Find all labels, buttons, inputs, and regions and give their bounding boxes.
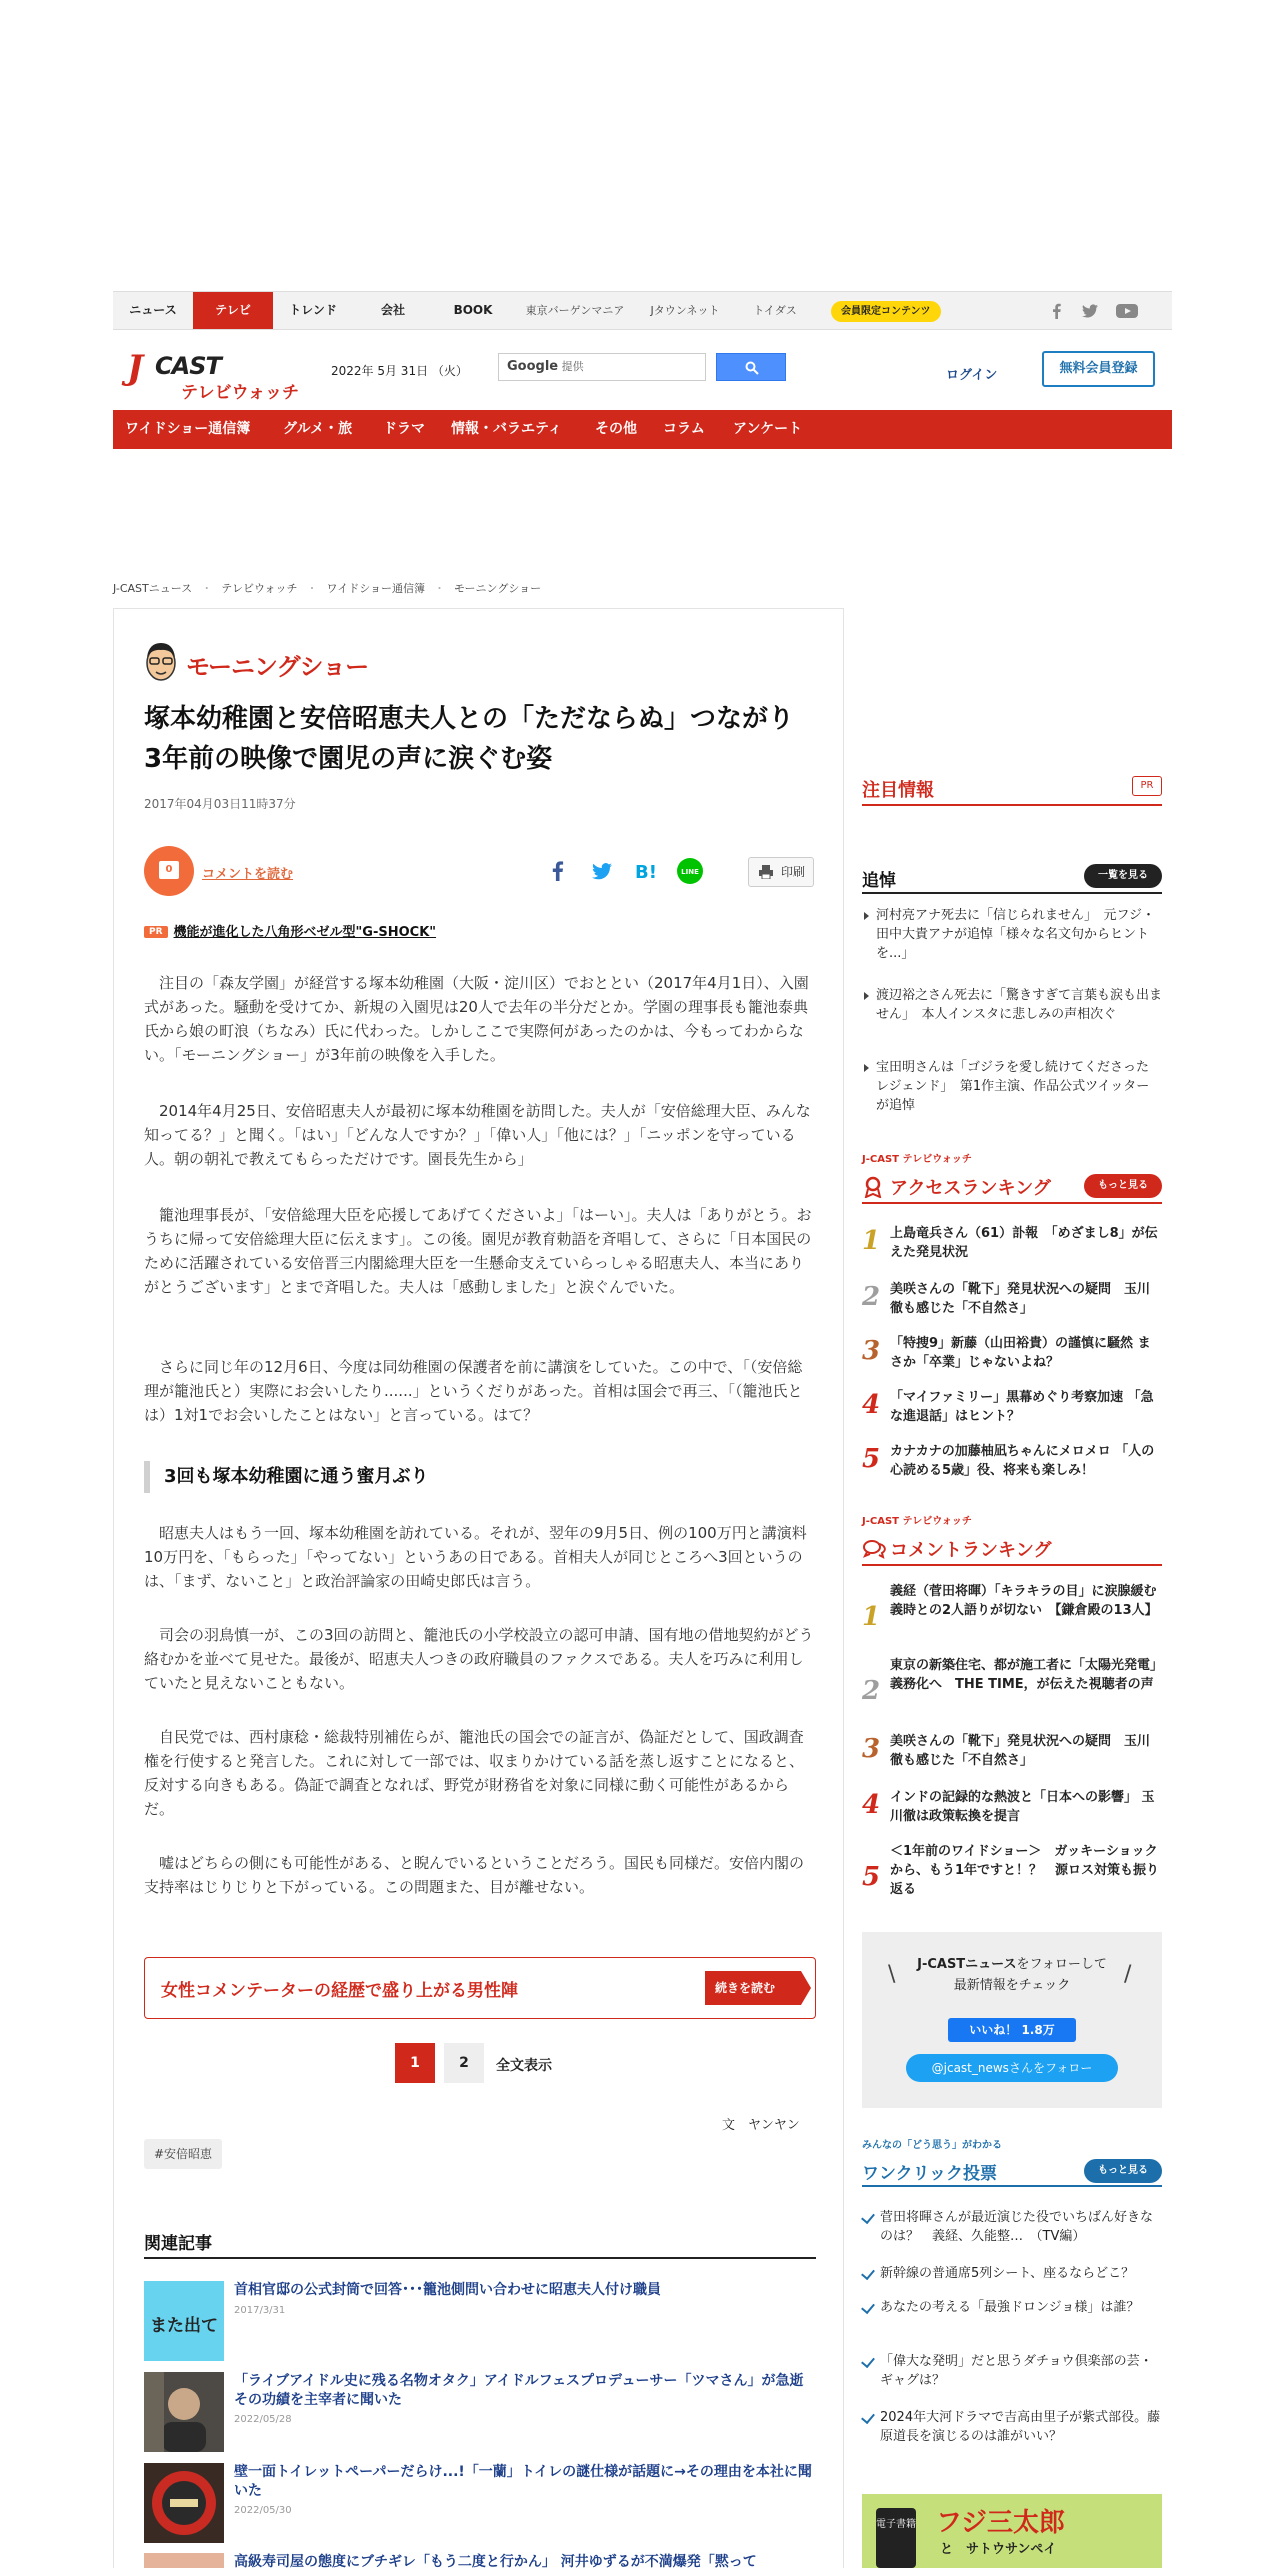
twitter-icon[interactable]: [588, 857, 616, 885]
rank-title: 上島竜兵さん（61）訃報 「めざまし8」が伝えた発見状況: [890, 1226, 1158, 1260]
search-button[interactable]: [716, 353, 786, 381]
comment-rank-item[interactable]: [862, 1732, 1162, 1788]
poll-item[interactable]: あなたの考える「最強ドロンジョ様」は誰？: [862, 2298, 1162, 2317]
rank-title: 義経（菅田将暉）「キラキラの目」に涙腺緩む 義時との2人語りが切ない 【鎌倉殿の13人】: [890, 1584, 1170, 1618]
host-face-icon: [144, 639, 178, 683]
section-kicker: J-CAST テレビウォッチ: [862, 1154, 972, 1165]
current-date: 2022年 5月 31日 （火）: [331, 364, 468, 378]
article-author: 文 ヤンヤン: [722, 2118, 800, 2133]
read-comments-link[interactable]: コメントを読む: [202, 867, 294, 882]
access-ranking-heading: [862, 1168, 1162, 1204]
print-button[interactable]: [748, 857, 814, 887]
article: [113, 608, 844, 2568]
follow-text-1: をフォローして: [1016, 1957, 1107, 1972]
poll-heading-label: ワンクリック投票: [862, 2164, 997, 2184]
poll-item[interactable]: 「偉大な発明」だと思うダチョウ倶楽部の芸・ギャグは？: [862, 2352, 1162, 2390]
article-paragraph: 注目の「森友学園」が経営する塚本幼稚園（大阪・淀川区）でおととい（2017年4月1日）、入園式があった。騒動を受けてか、新規の入園児は20人で去年の半分だとか。学園の理事長も籠池泰典氏から娘の町浪（ちなみ）氏に代わった。しかしここで実際何があったのかは、今もってわからない。「モーニングショー」が3年前の映像を入手した。: [144, 974, 809, 1064]
section-kicker: J-CAST テレビウォッチ: [862, 1516, 972, 1527]
read-more-button[interactable]: 続きを読む: [705, 1971, 801, 2005]
tsuitou-item[interactable]: 河村亮アナ死去に「信じられません」 元フジ・田中大貴アナが追悼「様々な名文句からヒントを...」: [862, 906, 1162, 963]
poll-more-button[interactable]: もっと見る: [1084, 2159, 1162, 2183]
breadcrumb: J-CASTニュース ・ テレビウォッチ ・ ワイドショー通信簿 ・ モーニングショー: [113, 582, 542, 595]
related-title: 高級寿司屋の態度にブチギレ「もう二度と行かん」 河井ゆずるが不満爆発「黙って: [234, 2554, 757, 2568]
related-thumbnail: [144, 2553, 224, 2568]
article-paragraph: 嘘はどちらの側にも可能性がある、と睨んでいるということだろう。国民も同様だ。安倍内閣の支持率はじりじりと下がっている。この問題また、目が離せない。: [144, 1854, 805, 1896]
rank-title: カナカナの加藤柚凪ちゃんにメロメロ 「人の心読める5歳」役、将来も楽しみ！: [890, 1444, 1155, 1478]
book-banner[interactable]: [862, 2494, 1162, 2568]
tsuitou-section-heading: [862, 858, 1162, 894]
related-thumbnail: [144, 2463, 224, 2543]
related-title: 首相官邸の公式封筒で回答･･･籠池側問い合わせに昭恵夫人付け職員: [234, 2282, 661, 2298]
poll-item[interactable]: 新幹線の普通席5列シート、座るならどこ？: [862, 2264, 1162, 2283]
related-date: 2017/3/31: [234, 2305, 286, 2316]
show-name: モーニングショー: [186, 653, 369, 681]
access-heading-label: アクセスランキング: [890, 1178, 1051, 1199]
poll-heading: [862, 2153, 1162, 2187]
rank-title: インドの記録的な熱波と「日本への影響」 玉川徹は政策転換を提言: [890, 1790, 1155, 1824]
rank-number: 1: [862, 1602, 881, 1632]
comment-heading-label: コメントランキング: [890, 1540, 1052, 1561]
article-paragraph: 2014年4月25日、安倍昭恵夫人が最初に塚本幼稚園を訪問した。夫人が「安倍総理大臣、みんな知ってる？」と聞く。「はい」「どんな人ですか？」「偉い人」「他には？」「ニッポンを守っている人。朝の朝礼で教えてもらっただけです。園長先生から」: [144, 1102, 811, 1168]
article-paragraph: 自民党では、西村康稔・総裁特別補佐らが、籠池氏の国会での証言が、偽証だとして、国政調査権を行使すると発言した。これに対して一部では、収まりかけている話を蒸し返すことになると、反対する向きもある。偽証で調査となれば、野党が財務省を対象に同様に動く可能性があるからだ。: [144, 1728, 805, 1818]
article-paragraph: さらに同じ年の12月6日、今度は同幼稚園の保護者を前に講演をしていた。この中で、「（安倍総理が籠池氏と）実際にお会いしたり......」というくだりがあった。首相は国会で再三、「（籠池氏とは）1対1でお会いしたことはない」と言っている。はて？: [144, 1358, 803, 1424]
related-thumbnail: [144, 2372, 224, 2452]
logo-j: J: [127, 348, 144, 388]
rednav-item-wideshow[interactable]: ワイドショー通信簿: [125, 421, 251, 437]
line-icon[interactable]: [676, 857, 704, 885]
ranking-medal-icon: [862, 1176, 884, 1198]
poll-kicker: みんなの「どう思う」がわかる: [862, 2140, 1002, 2151]
follow-text: [862, 1954, 1162, 1996]
topnav-item-trend[interactable]: トレンド: [289, 303, 337, 317]
comment-rank-item[interactable]: [862, 1788, 1162, 1844]
tsuitou-item[interactable]: 宝田明さんは「ゴジラを愛し続けてくださったレジェンド」 第1作主演、作品公式ツイッターが追悼: [862, 1058, 1162, 1115]
related-article[interactable]: [144, 2281, 816, 2363]
topnav-item-book[interactable]: BOOK: [453, 303, 493, 317]
comment-count-icon[interactable]: [144, 846, 194, 896]
breadcrumb-item[interactable]: モーニングショー: [453, 582, 542, 595]
signup-button[interactable]: 無料会員登録: [1042, 351, 1155, 387]
comment-count: 0: [159, 861, 179, 879]
comment-rank-item[interactable]: [862, 1582, 1170, 1638]
tsuitou-heading: 追悼: [862, 871, 896, 891]
related-heading: 関連記事: [144, 2229, 816, 2259]
topnav-item-jtown[interactable]: Jタウンネット: [650, 304, 720, 317]
related-thumbnail: [144, 2281, 224, 2361]
rank-number: 4: [862, 1390, 881, 1420]
rednav-item-survey[interactable]: アンケート: [733, 421, 803, 437]
ebook-badge: 電子書籍: [876, 2508, 916, 2568]
related-date: 2022/05/28: [234, 2414, 292, 2425]
banner-title: フジ三太郎: [936, 2508, 1065, 2538]
access-rank-item[interactable]: [862, 1224, 1162, 1280]
facebook-like-button[interactable]: いいね！ 1.8万: [948, 2018, 1076, 2042]
article-subheading: 3回も塚本幼稚園に通う蜜月ぶり: [144, 1461, 816, 1493]
print-icon: [759, 865, 773, 879]
show-all-link[interactable]: 全文表示: [496, 2058, 552, 2074]
comment-bubbles-icon: [862, 1538, 886, 1560]
access-rank-item[interactable]: [862, 1388, 1162, 1444]
page-1-button[interactable]: 1: [395, 2043, 435, 2083]
rank-number: 4: [862, 1790, 881, 1820]
article-date: 2017年04月03日11時37分: [144, 797, 296, 811]
topnav-item-toidas[interactable]: トイダス: [753, 304, 797, 317]
topnav-item-news[interactable]: ニュース: [129, 303, 177, 317]
article-title: 塚本幼稚園と安倍昭恵夫人との「ただならぬ」つながり 3年前の映像で園児の声に涙ぐむ姿: [144, 704, 821, 774]
tsuitou-more-button[interactable]: 一覧を見る: [1084, 864, 1162, 888]
rank-title: 「特捜9」新藤（山田裕貴）の謹慎に騒然 まさか「卒業」じゃないよね？: [890, 1336, 1151, 1370]
logo-cast: CAST: [155, 352, 221, 380]
article-paragraph: 籠池理事長が、「安倍総理大臣を応援してあげてくださいよ」「はーい」。夫人は「ありがとう。おうちに帰って安倍総理大臣に伝えます」。この後。園児が教育勅語を斉唱して、さらに「日本国民のために活躍されている安倍晋三内閣総理大臣を一生懸命支えていらっしゃる昭恵夫人、本当にありがとうございます」とまで斉唱した。夫人は「感動しました」と涙ぐんでいた。: [144, 1206, 812, 1296]
follow-box: [862, 1932, 1162, 2108]
comment-ranking-heading: [862, 1530, 1162, 1566]
article-paragraph: 昭恵夫人はもう一回、塚本幼稚園を訪れている。それが、翌年の9月5日、例の100万円と講演料10万円を、「もらった」「やってない」というあの日である。首相夫人が同じところへ3回というのは、「まず、ないこと」と政治評論家の田崎史郎氏は言う。: [144, 1524, 807, 1590]
rank-number: 5: [862, 1862, 881, 1892]
topnav-item-tv[interactable]: テレビ: [193, 292, 273, 329]
rank-title: ＜1年前のワイドショー＞ ガッキーショックから、もう1年ですと！？ 源ロス対策も振り返る: [890, 1844, 1160, 1897]
rank-number: 3: [862, 1734, 881, 1764]
poll-item[interactable]: 菅田将暉さんが最近演じた役でいちばん好きなのは？ 義経、久能整… （TV編）: [862, 2208, 1162, 2246]
breadcrumb-item[interactable]: テレビウォッチ: [221, 582, 298, 595]
sidebar: [862, 0, 1172, 2568]
hatena-icon[interactable]: [632, 857, 660, 885]
follow-text-2: 最新情報をチェック: [953, 1978, 1071, 1993]
print-label: 印刷: [781, 865, 806, 879]
login-link[interactable]: ログイン: [946, 368, 998, 383]
breadcrumb-item[interactable]: ワイドショー通信簿: [326, 582, 425, 595]
facebook-icon[interactable]: [544, 857, 572, 885]
thumbnail-text: また出て: [150, 2316, 218, 2336]
follow-brand: J-CASTニュース: [917, 1957, 1017, 1972]
related-article[interactable]: [144, 2463, 816, 2545]
rank-number: 2: [862, 1676, 881, 1706]
access-rank-item[interactable]: [862, 1442, 1162, 1498]
rank-number: 5: [862, 1444, 881, 1474]
logo-tvwatch: テレビウォッチ: [181, 383, 299, 403]
comment-rank-item[interactable]: [862, 1842, 1162, 1898]
person-photo-icon: [144, 2372, 224, 2452]
related-date: 2022/05/30: [234, 2505, 292, 2516]
topnav-item-bargain[interactable]: 東京バーゲンマニア: [525, 304, 625, 317]
comment-rank-item[interactable]: [862, 1656, 1162, 1712]
twitter-follow-button[interactable]: @jcast_newsさんをフォロー: [906, 2054, 1118, 2082]
related-article[interactable]: [144, 2372, 816, 2454]
member-content-badge[interactable]: 会員限定コンテンツ: [831, 301, 941, 322]
rank-number: 1: [862, 1226, 881, 1256]
rednav-item-other[interactable]: その他: [595, 421, 637, 437]
next-page-box[interactable]: [144, 1957, 816, 2019]
next-page-title: 女性コメンテーターの経歴で盛り上がる男性陣: [161, 1981, 518, 2001]
hatena-label: B!: [635, 862, 657, 883]
access-more-button[interactable]: もっと見る: [1084, 1174, 1162, 1198]
pr-badge: PR: [144, 926, 168, 938]
rednav-item-drama[interactable]: ドラマ: [383, 421, 425, 437]
slash-decoration: \: [888, 1962, 896, 1987]
rank-title: 美咲さんの「靴下」発見状況への疑問 玉川徹も感じた「不自然さ」: [890, 1282, 1151, 1316]
ichiran-logo-icon: [144, 2463, 224, 2543]
rank-number: 2: [862, 1282, 881, 1312]
rank-title: 東京の新築住宅、都が施工者に「太陽光発電」義務化へ THE TIME，が伝えた視聴者の声: [890, 1658, 1157, 1692]
pr-text: 機能が進化した八角形ベゼル型"G-SHOCK": [173, 925, 437, 940]
page-2-button[interactable]: 2: [444, 2043, 484, 2083]
search-brand: Google: [507, 359, 559, 374]
tag-link[interactable]: #安倍昭恵: [144, 2139, 222, 2169]
search-icon: [745, 361, 759, 375]
jcast-tv-logo[interactable]: [127, 348, 312, 403]
pr-link[interactable]: [144, 921, 436, 940]
rednav-item-variety[interactable]: 情報・バラエティ: [451, 421, 562, 437]
search-sub: 提供: [561, 360, 584, 373]
search-input[interactable]: [498, 353, 706, 381]
related-title: 壁一面トイレットペーパーだらけ...!「一蘭」トイレの謎仕様が話題に→その理由を本社に聞いた: [234, 2464, 812, 2499]
rank-title: 美咲さんの「靴下」発見状況への疑問 玉川徹も感じた「不自然さ」: [890, 1734, 1151, 1768]
related-title: 「ライブアイドル史に残る名物オタク」アイドルフェスプロデューサー「ツマさん」が急逝 その功績を主宰者に聞いた: [234, 2373, 804, 2408]
poll-item[interactable]: 2024年大河ドラマで吉高由里子が紫式部役。藤原道長を演じるのは誰がいい？: [862, 2408, 1162, 2446]
rank-number: 3: [862, 1336, 881, 1366]
pr-heading: 注目情報: [862, 780, 934, 801]
topnav-item-company[interactable]: 会社: [380, 303, 405, 317]
access-rank-item[interactable]: [862, 1280, 1162, 1336]
access-rank-item[interactable]: [862, 1334, 1162, 1390]
tsuitou-item[interactable]: 渡辺裕之さん死去に「驚きすぎて言葉も涙も出ません」 本人インスタに悲しみの声相次ぐ: [862, 986, 1162, 1024]
line-label: LINE: [681, 868, 699, 876]
banner-subtitle: と サトウサンペイ: [940, 2542, 1057, 2557]
rednav-item-column[interactable]: コラム: [663, 421, 705, 437]
rank-title: 「マイファミリー」黒幕めぐり考察加速 「急な進退話」はヒント？: [890, 1390, 1154, 1424]
pr-badge: PR: [1132, 776, 1162, 796]
breadcrumb-item[interactable]: J-CASTニュース: [113, 582, 193, 595]
article-paragraph: 司会の羽鳥慎一が、この3回の訪問と、籠池氏の小学校設立の認可申請、国有地の借地契約がどう絡むかを並べて見せた。最後が、昭恵夫人つきの政府職員のファクスである。夫人を巧みに利用していたと見えないこともない。: [144, 1626, 814, 1692]
slash-decoration: /: [1124, 1962, 1132, 1987]
rednav-item-gourmet[interactable]: グルメ・旅: [283, 421, 353, 437]
related-article[interactable]: [144, 2553, 816, 2568]
pr-section-heading: [862, 770, 1162, 806]
